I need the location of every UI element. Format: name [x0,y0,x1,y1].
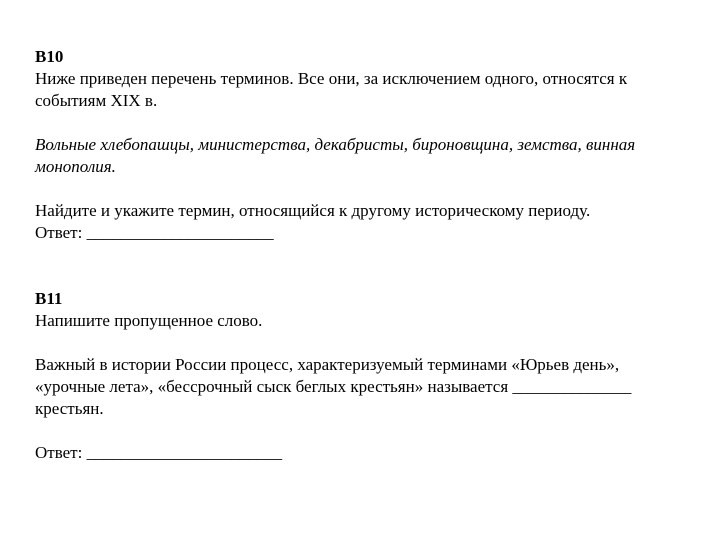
spacer [35,266,695,288]
task-b11-text-line-1: Важный в истории России процесс, характеризуемый терминами «Юрьев день», [35,355,620,374]
task-b11-text-line-3: крестьян. [35,399,104,418]
spacer [35,178,695,200]
task-b11-instruction: Напишите пропущенное слово. [35,311,263,330]
task-b10-terms-line-1: Вольные хлебопашцы, министерства, декабристы, бироновщина, земства, винная [35,135,636,154]
spacer [35,112,695,134]
task-b11-answer-line: Ответ: _______________________ [35,443,283,462]
task-b10-terms-line-2: монополия. [35,157,116,176]
task-b10-number: B10 [35,47,64,66]
task-b10-instruction-line-2: событиям XIX в. [35,91,158,110]
task-b11-number: B11 [35,289,63,308]
spacer [35,332,695,354]
task-b11-text-line-2: «урочные лета», «бессрочный сыск беглых крестьян» называется ______________ [35,377,632,396]
document-page [35,46,695,464]
task-b10-answer-line: Ответ: ______________________ [35,223,274,242]
task-b10-instruction-line-1: Ниже приведен перечень терминов. Все они, за исключением одного, относятся к [35,69,628,88]
spacer [35,244,695,266]
task-b10-question: Найдите и укажите термин, относящийся к другому историческому периоду. [35,201,591,220]
spacer [35,420,695,442]
